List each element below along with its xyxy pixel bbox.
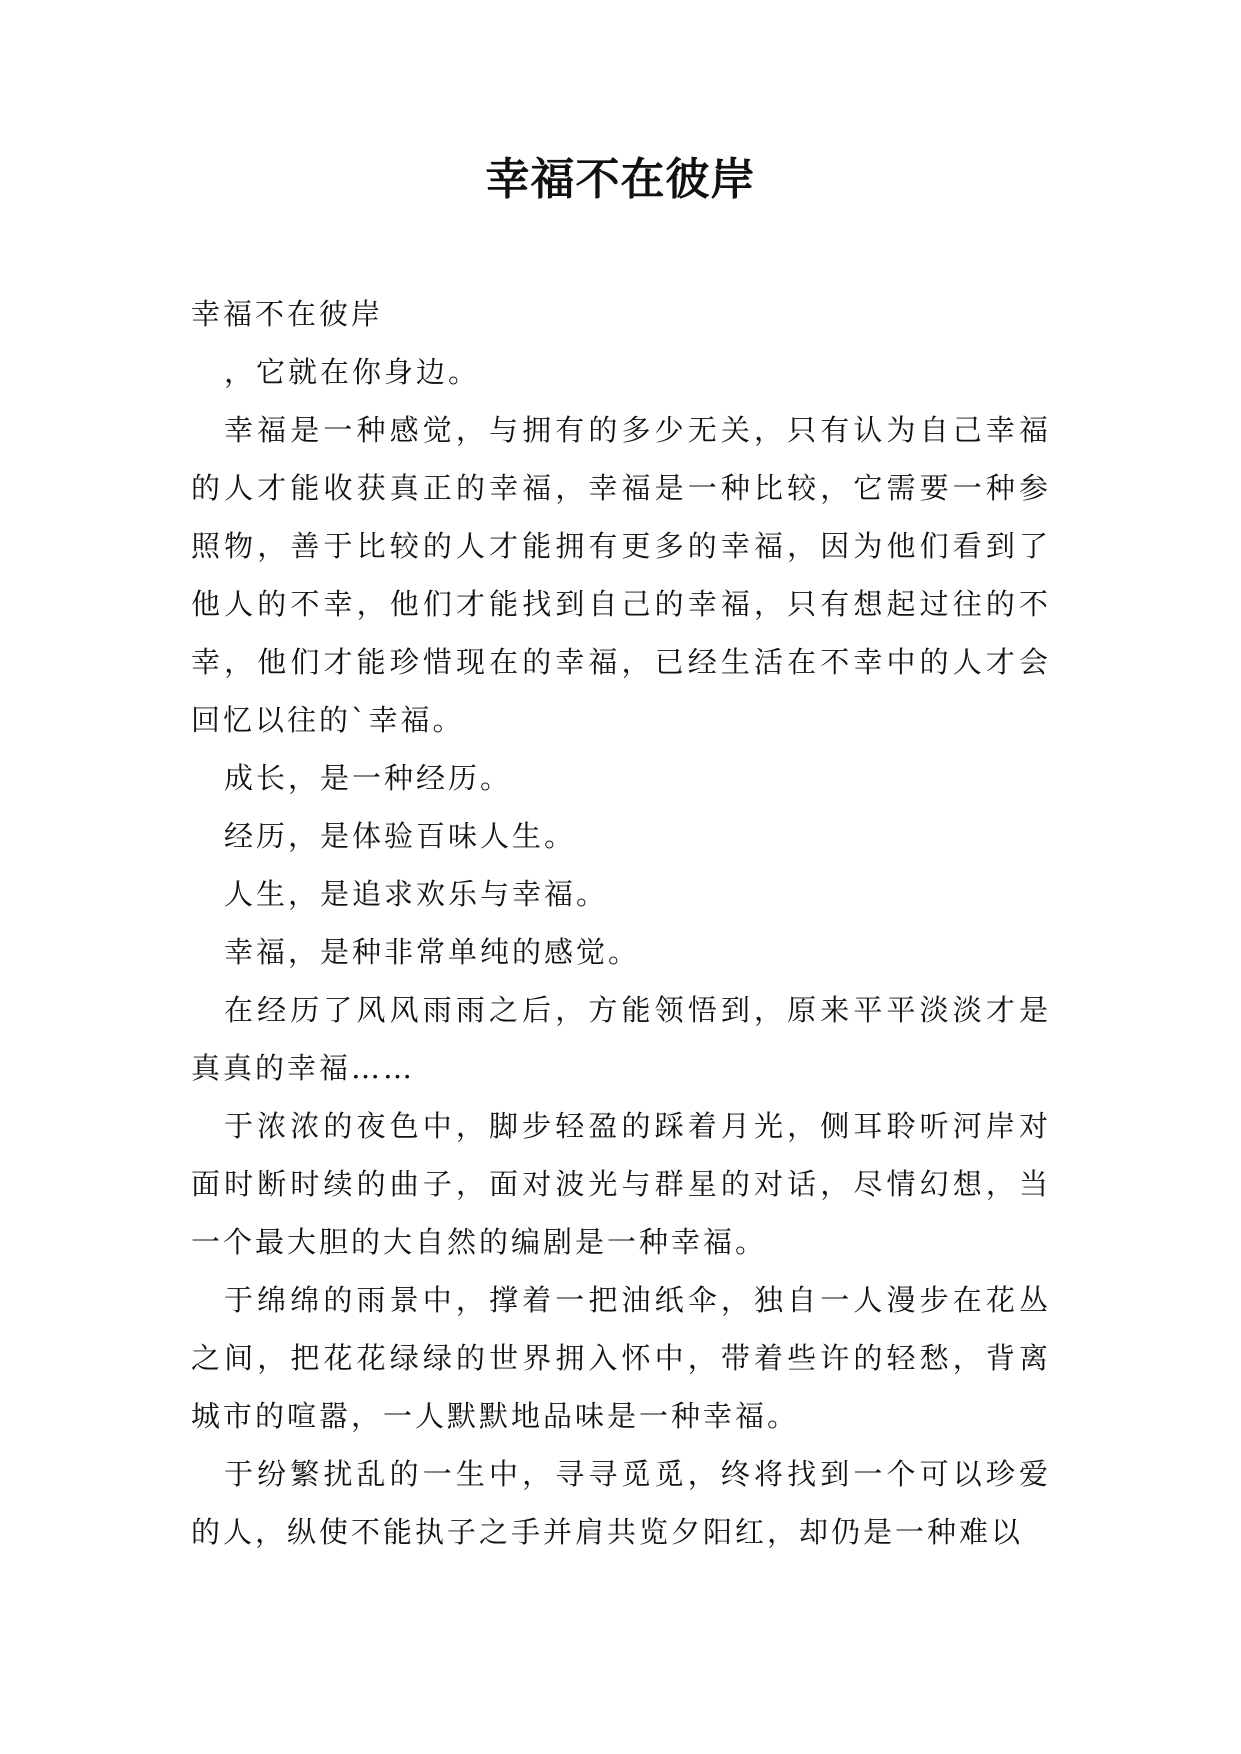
paragraph: 幸福，是种非常单纯的感觉。	[224, 935, 641, 969]
paragraph: 经历，是体验百味人生。	[224, 819, 577, 853]
paragraph: 于浓浓的夜色中，脚步轻盈的踩着月光，侧耳聆听河岸对面时断时续的曲子，面对波光与群星的对话，尽情幻想，当一个最大胆的大自然的编剧是一种幸福。	[191, 1109, 1051, 1259]
paragraph: 在经历了风风雨雨之后，方能领悟到，原来平平淡淡才是真真的幸福……	[191, 993, 1051, 1085]
paragraph-subtitle: 幸福不在彼岸	[191, 297, 384, 331]
document-body	[191, 285, 1051, 1561]
paragraph: 成长，是一种经历。	[224, 761, 513, 795]
paragraph: 于绵绵的雨景中，撑着一把油纸伞，独自一人漫步在花丛之间，把花花绿绿的世界拥入怀中，带着些许的轻愁，背离城市的喧嚣，一人默默地品味是一种幸福。	[191, 1283, 1051, 1433]
paragraph: ，它就在你身边。	[224, 355, 481, 389]
paragraph: 人生，是追求欢乐与幸福。	[224, 877, 609, 911]
paragraph: 幸福是一种感觉，与拥有的多少无关，只有认为自己幸福的人才能收获真正的幸福，幸福是一种比较，它需要一种参照物，善于比较的人才能拥有更多的幸福，因为他们看到了他人的不幸，他们才能找到自己的幸福，只有想起过往的不幸，他们才能珍惜现在的幸福，已经生活在不幸中的人才会回忆以往的`幸福。	[191, 413, 1051, 737]
paragraph: 于纷繁扰乱的一生中，寻寻觅觅，终将找到一个可以珍爱的人，纵使不能执子之手并肩共览夕阳红，却仍是一种难以	[191, 1457, 1051, 1549]
document-title: 幸福不在彼岸	[485, 154, 756, 205]
